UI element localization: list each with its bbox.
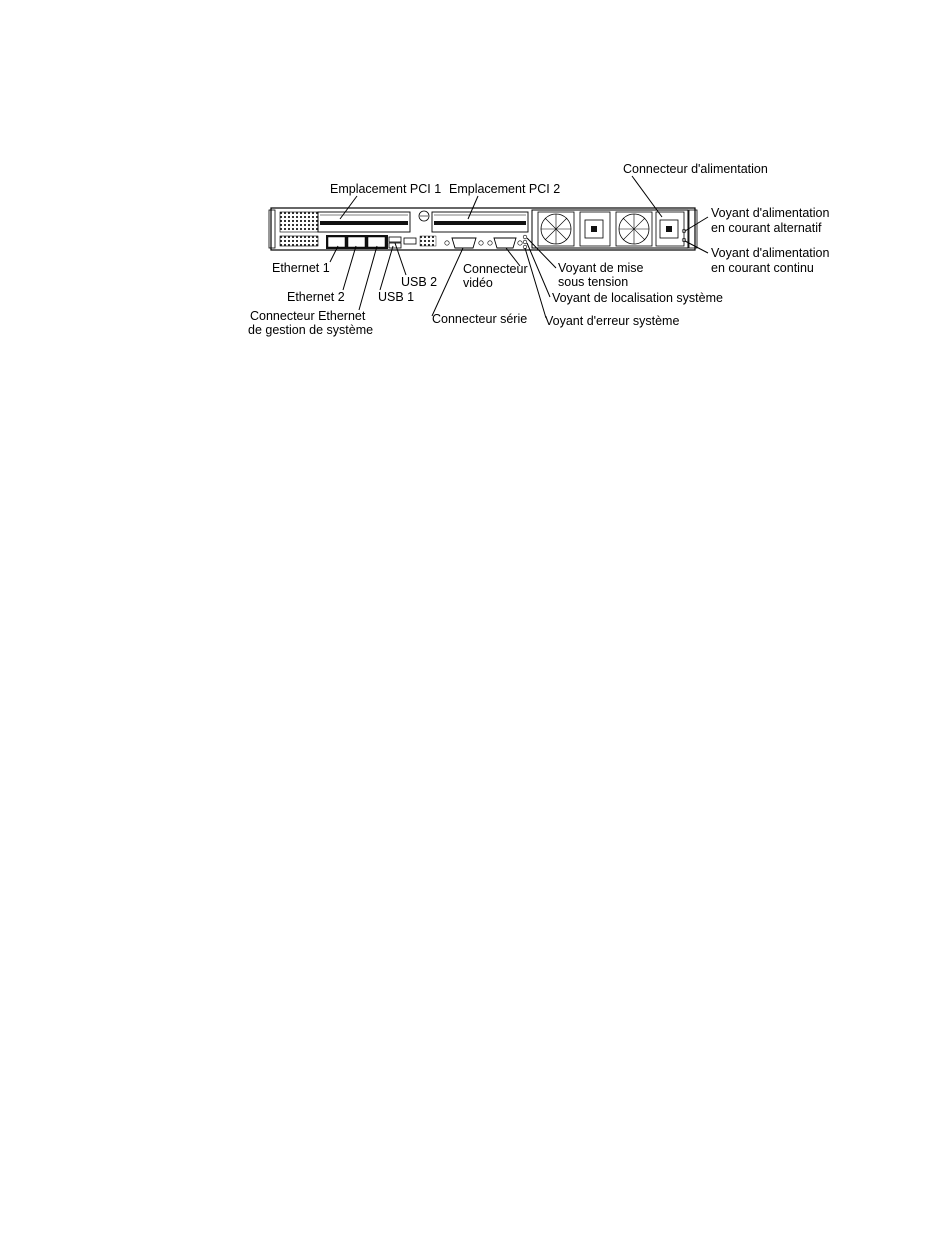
mgmt-ethernet-label-line1: Connecteur Ethernet: [250, 309, 366, 323]
power-supply-2-fan: [616, 212, 652, 246]
power-supply-1-fan: [538, 212, 574, 246]
locator-led-label: Voyant de localisation système: [552, 291, 723, 305]
dc-led-label-line2: en courant continu: [711, 261, 814, 275]
power-supply-bays: [532, 210, 688, 248]
mgmt-ethernet-label-line2: de gestion de système: [248, 323, 374, 337]
ethernet-2-port: [348, 237, 365, 247]
pci-slot-2-label: Emplacement PCI 2: [449, 182, 561, 196]
power-supply-2-inlet: [656, 212, 684, 246]
ethernet-1-port: [328, 237, 345, 247]
pci-slot-1-label: Emplacement PCI 1: [330, 182, 442, 196]
slot-thumbscrew: [419, 211, 429, 221]
pci-slot-2-bracket: [432, 212, 528, 232]
serial-connector: [445, 238, 483, 248]
usb-2-port: [389, 237, 401, 242]
locator-led: [523, 240, 527, 244]
power-on-led-label-line1: Voyant de mise: [558, 261, 644, 275]
power-supply-1-inlet: [580, 212, 610, 246]
ethernet-1-label: Ethernet 1: [272, 261, 330, 275]
ethernet-ports: [326, 235, 388, 249]
video-connector-label-line2: vidéo: [463, 276, 493, 290]
video-connector: [488, 238, 522, 248]
power-on-led: [523, 235, 527, 239]
management-ethernet-port: [368, 237, 385, 247]
usb-1-label: USB 1: [378, 290, 415, 304]
error-led-label: Voyant d'erreur système: [545, 314, 680, 328]
power-on-led-label-line2: sous tension: [558, 275, 629, 289]
usb-2-label: USB 2: [401, 275, 438, 289]
status-leds: [523, 235, 527, 249]
serial-connector-label: Connecteur série: [432, 312, 528, 326]
power-connector-label: Connecteur d'alimentation: [623, 162, 768, 176]
ethernet-2-label: Ethernet 2: [287, 290, 345, 304]
left-vent-grille: [280, 212, 318, 246]
ac-led-label-line1: Voyant d'alimentation: [711, 206, 830, 220]
io-vent: [420, 236, 436, 246]
dc-led-label-line1: Voyant d'alimentation: [711, 246, 830, 260]
pci-slot-1-bracket: [318, 212, 410, 232]
ac-led-label-line2: en courant alternatif: [711, 221, 822, 235]
video-connector-label-line1: Connecteur: [463, 262, 528, 276]
